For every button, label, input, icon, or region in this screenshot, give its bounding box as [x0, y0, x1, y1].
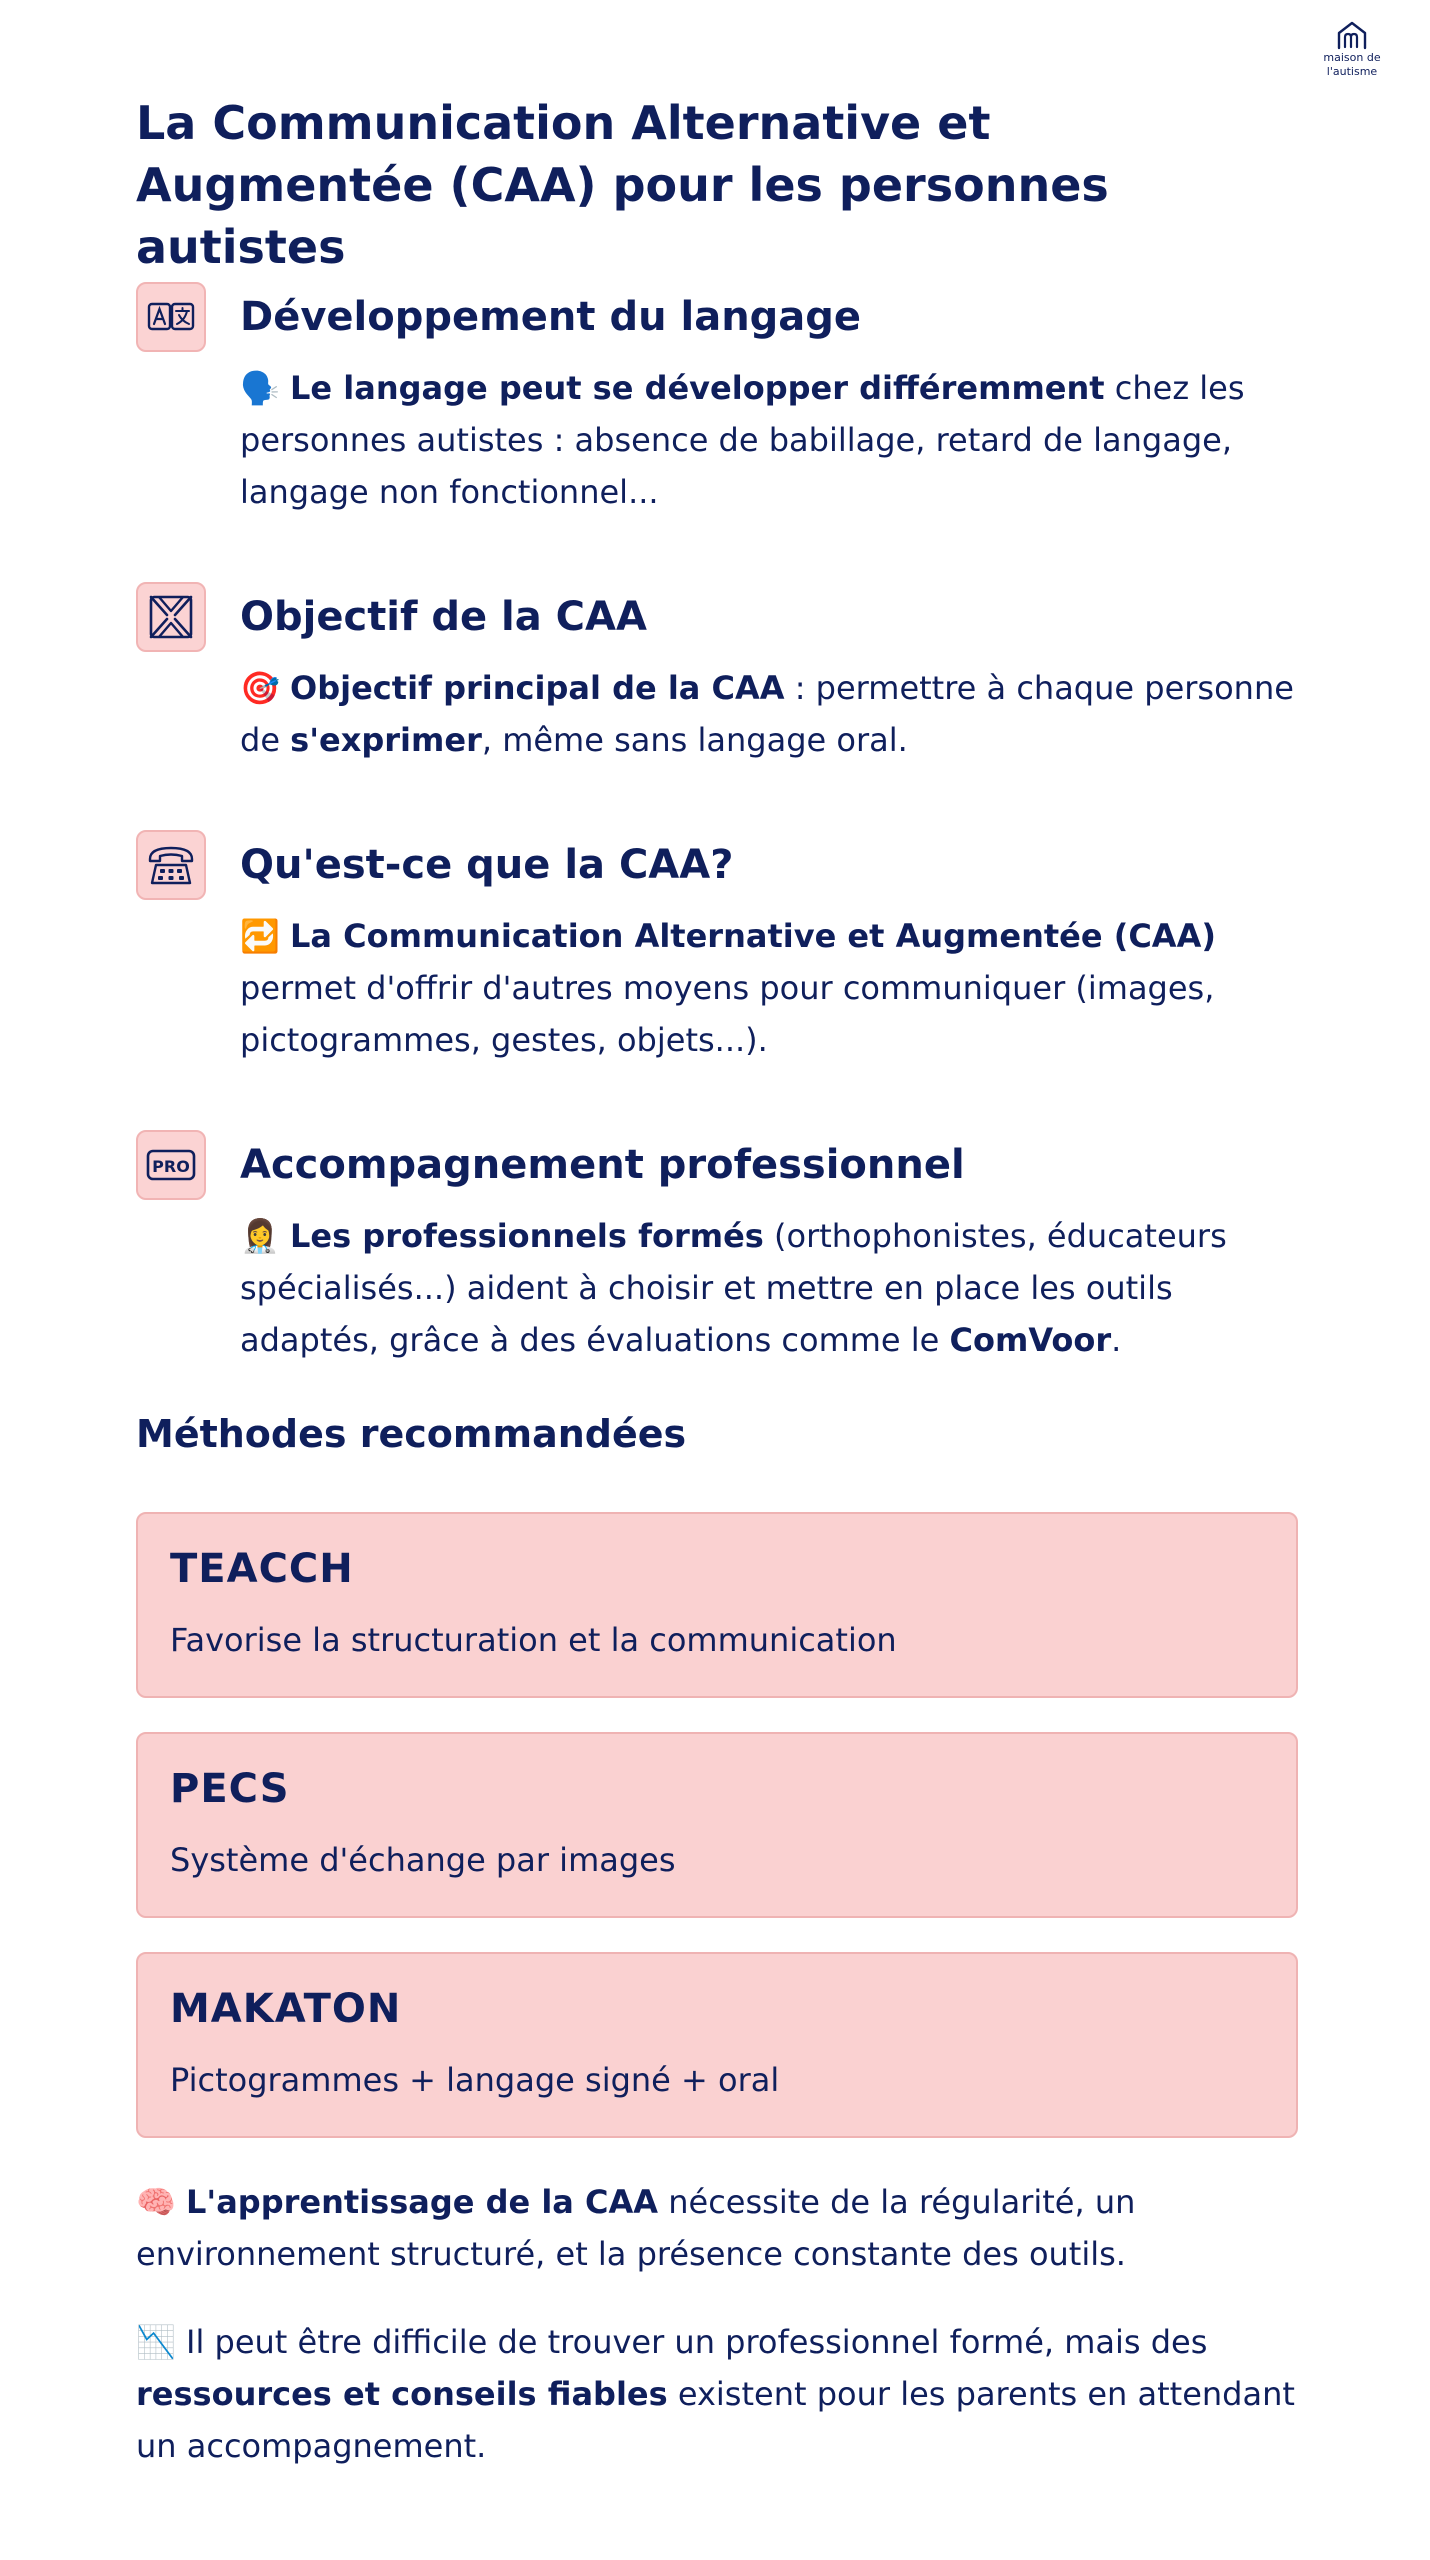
section-body-bold-2: s'exprimer [290, 721, 482, 759]
section-body-bold: La Communication Alternative et Augmentée (CAA) [290, 917, 1216, 955]
section-body-text: chez les personnes autistes : absence de babillage, retard de langage, langage non fonctionnel... [240, 369, 1245, 511]
repeat-icon: 🔁 [240, 917, 280, 955]
section-title: Accompagnement professionnel [240, 1142, 965, 1188]
section-body-bold-2: ComVoor [949, 1321, 1112, 1359]
note-text: nécessite de la régularité, un environnement structuré, et la présence constante des outils. [136, 2183, 1136, 2273]
translate-icon [136, 282, 206, 352]
section-body [240, 662, 1300, 766]
note-learning [136, 2176, 1306, 2280]
section-title: Objectif de la CAA [240, 594, 647, 640]
method-name: TEACCH [170, 1546, 354, 1592]
note-text-2: existent pour les parents en attendant un accompagnement. [136, 2375, 1295, 2465]
chart-decreasing-icon: 📉 [136, 2323, 176, 2361]
section-body-bold: Objectif principal de la CAA [290, 669, 785, 707]
house-logo-icon [1335, 20, 1369, 50]
section-body-text-2: , même sans langage oral. [481, 721, 908, 759]
method-desc: Favorise la structuration et la communication [170, 1621, 897, 1659]
methods-title: Méthodes recommandées [136, 1412, 687, 1456]
method-name: MAKATON [170, 1986, 402, 2032]
section-body [240, 910, 1300, 1066]
pro-badge-icon [136, 1130, 206, 1200]
method-card-makaton [136, 1952, 1298, 2138]
section-body [240, 362, 1300, 518]
method-desc: Pictogrammes + langage signé + oral [170, 2061, 780, 2099]
speaking-head-icon: 🗣️ [240, 369, 280, 407]
section-title: Développement du langage [240, 294, 862, 340]
section-body-text: : permettre à chaque personne de [240, 669, 1294, 759]
note-bold: L'apprentissage de la CAA [186, 2183, 659, 2221]
section-body-bold: Le langage peut se développer différemment [290, 369, 1105, 407]
section-body-bold: Les professionnels formés [290, 1217, 764, 1255]
logo-text-line1: maison de [1323, 51, 1381, 64]
method-desc: Système d'échange par images [170, 1841, 676, 1879]
method-card-teacch [136, 1512, 1298, 1698]
hourglass-icon [136, 582, 206, 652]
method-card-pecs [136, 1732, 1298, 1918]
method-name: PECS [170, 1766, 290, 1812]
brain-icon: 🧠 [136, 2183, 176, 2221]
section-title: Qu'est-ce que la CAA? [240, 842, 734, 888]
brand-logo [1312, 20, 1392, 78]
section-body-text-2: . [1111, 1321, 1122, 1359]
telephone-icon [136, 830, 206, 900]
health-worker-icon: 👩‍⚕️ [240, 1217, 280, 1255]
target-icon: 🎯 [240, 669, 280, 707]
note-resources [136, 2316, 1306, 2472]
note-text: Il peut être difficile de trouver un professionnel formé, mais des [175, 2323, 1208, 2361]
note-bold: ressources et conseils fiables [136, 2375, 668, 2413]
section-body [240, 1210, 1300, 1366]
logo-text-line2: l'autisme [1326, 65, 1378, 78]
section-body-text: permet d'offrir d'autres moyens pour communiquer (images, pictogrammes, gestes, objets...). [240, 969, 1215, 1059]
section-body-text: (orthophonistes, éducateurs spécialisés...) aident à choisir et mettre en place les outils adaptés, grâce à des évaluations comme le [240, 1217, 1227, 1359]
pro-badge-text: PRO [152, 1157, 190, 1176]
page-title: La Communication Alternative et Augmentée (CAA) pour les personnes autistes [136, 96, 1109, 274]
